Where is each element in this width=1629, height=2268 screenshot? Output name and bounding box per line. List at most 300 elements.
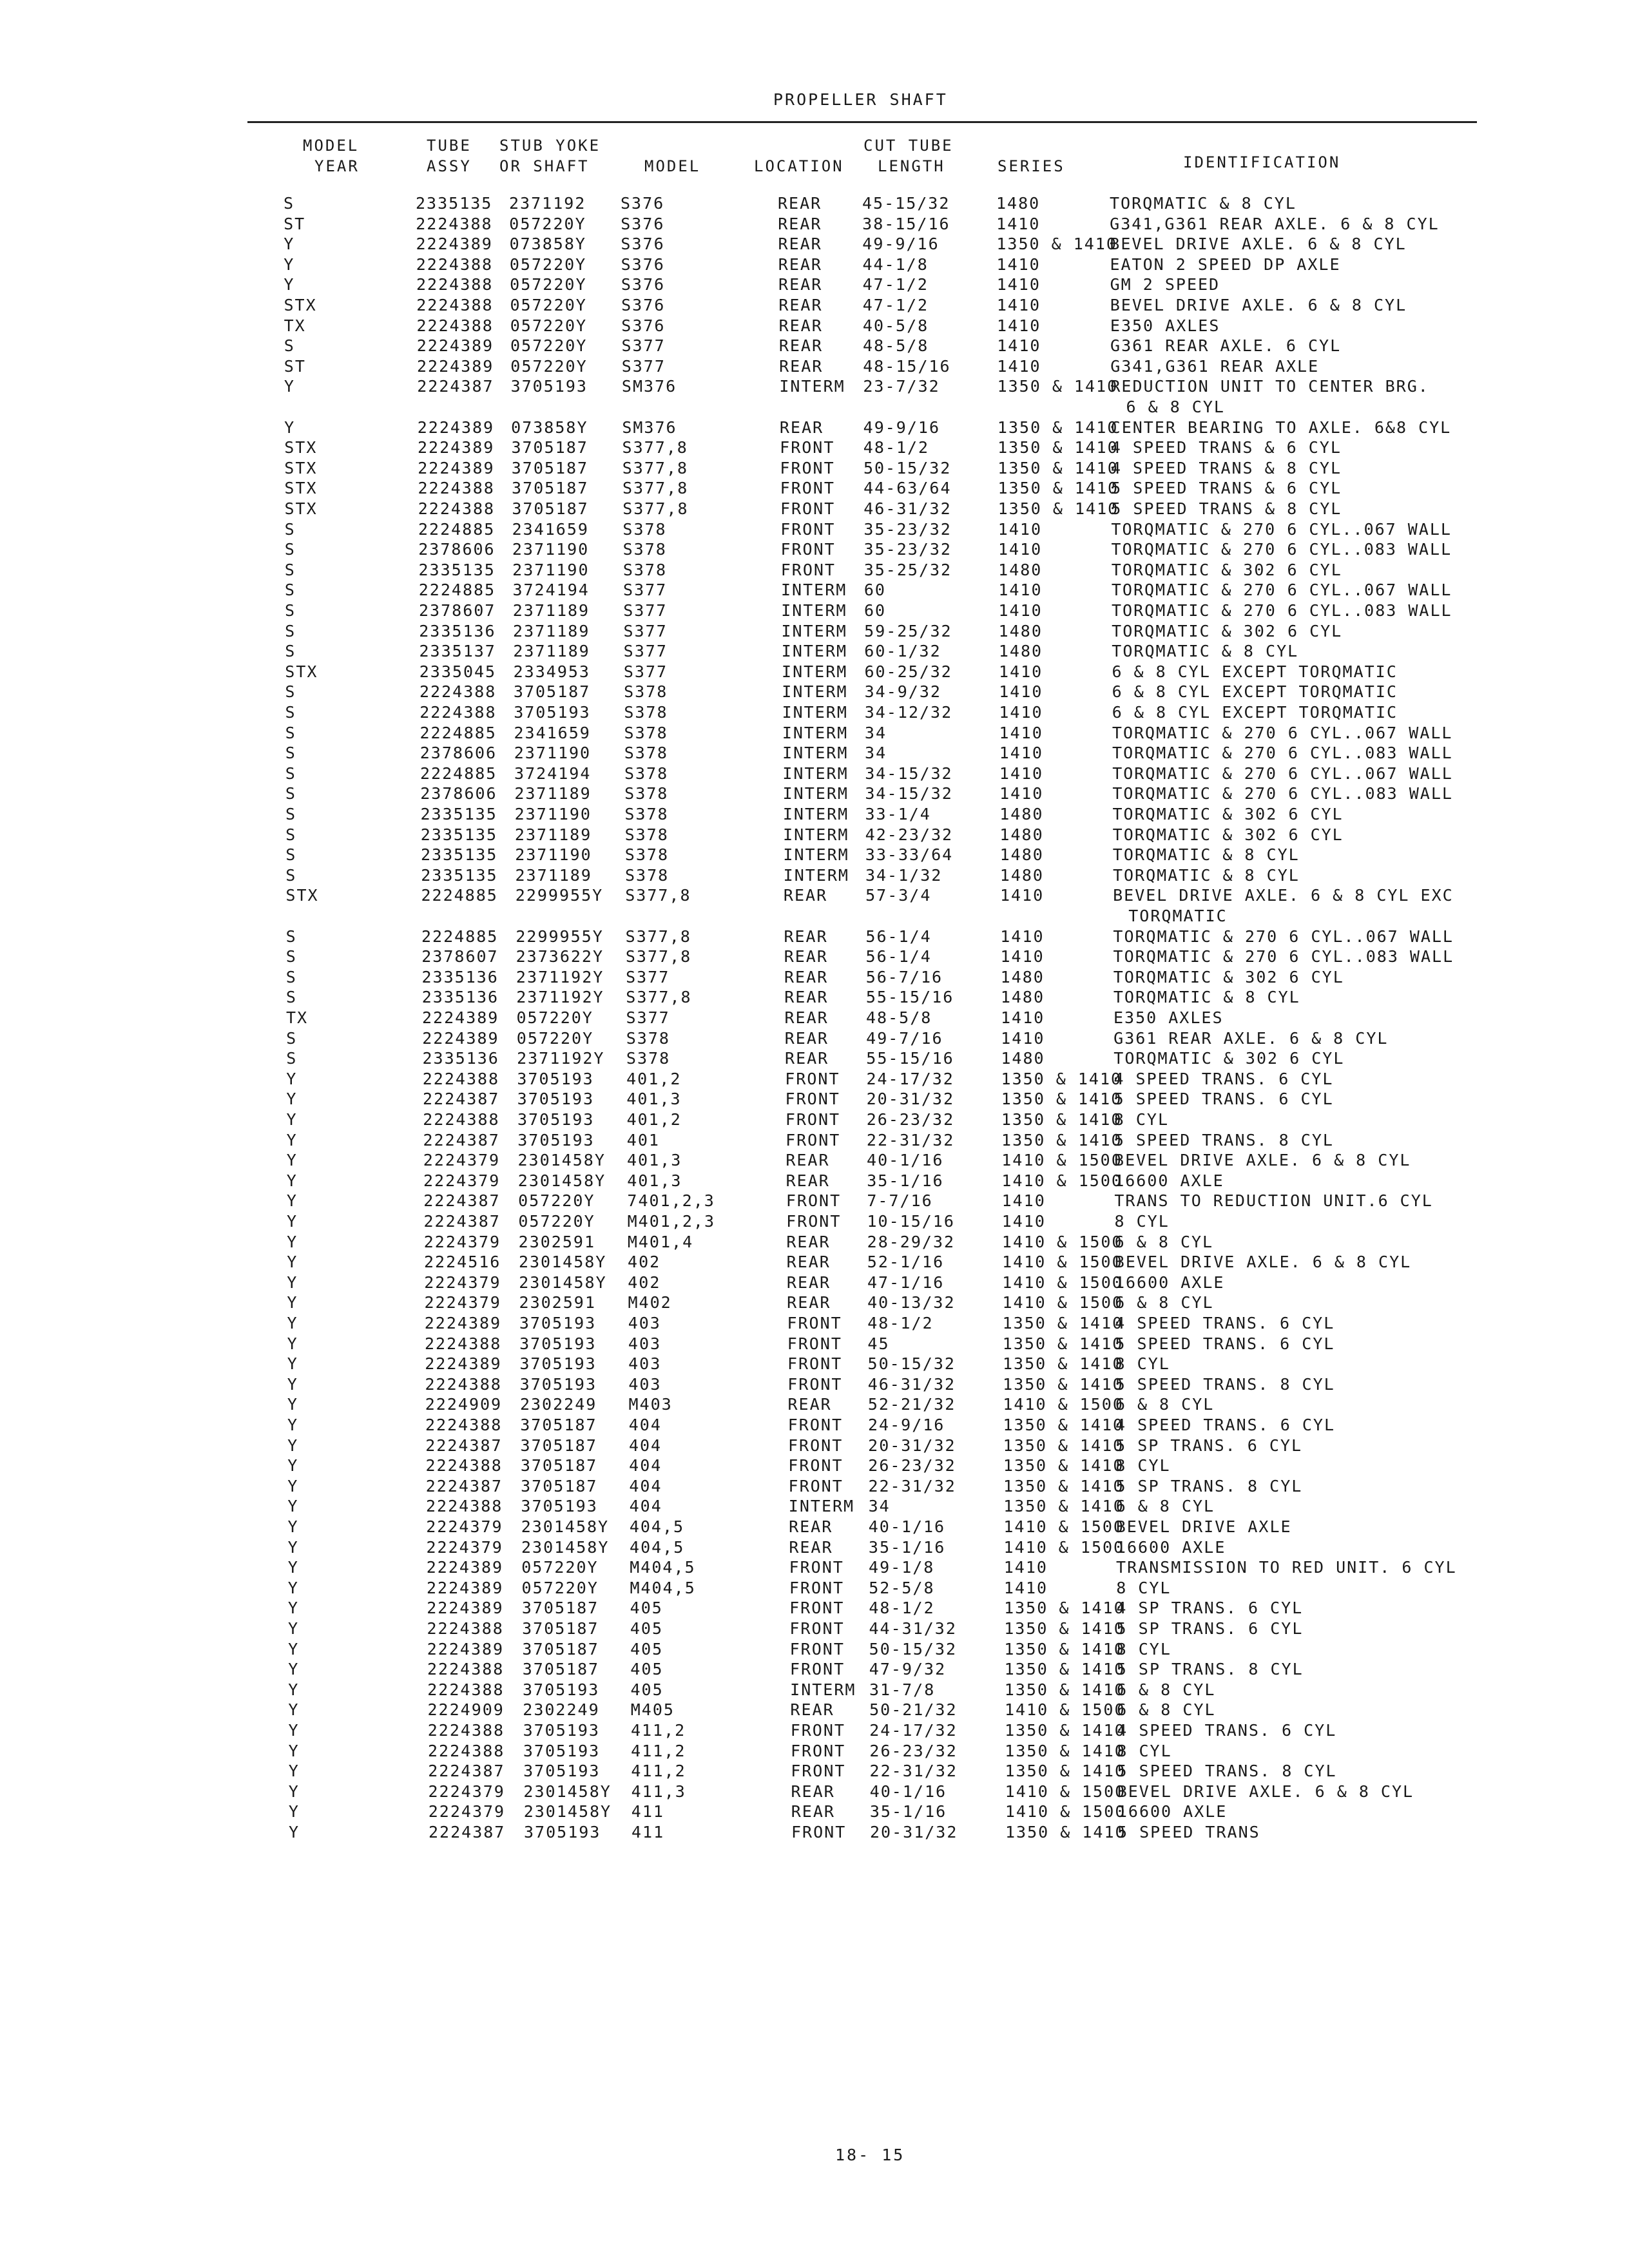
cell-model: S377,8 [622,438,688,457]
header-series: SERIES [998,157,1065,175]
header-model-year-1: MODEL [303,137,360,155]
cell-cut-length: 31-7/8 [869,1680,936,1699]
cell-location: REAR [786,1253,831,1272]
cell-identification: TORQMATIC & 270 6 CYL..083 WALL [1112,784,1453,803]
cell-stub-yoke: 073858Y [509,235,586,254]
cell-cut-length: 10-15/16 [867,1212,955,1231]
cell-model: S378 [622,540,667,559]
cell-location: FRONT [780,438,835,457]
cell-series: 1480 [998,560,1043,579]
cell-tube-assy: 2224389 [418,458,495,477]
cell-stub-yoke: 3705193 [523,1741,601,1760]
cell-series: 1350 & 1410 [1003,1436,1124,1455]
cell-stub-yoke: 2301458Y [523,1802,612,1821]
cell-stub-yoke: 057220Y [516,1028,594,1048]
cell-cut-length: 50-15/32 [869,1639,958,1658]
cell-model-year: Y [284,275,295,294]
cell-tube-assy: 2224388 [427,1660,505,1679]
cell-location: INTERM [790,1680,856,1699]
cell-location: REAR [786,1151,830,1170]
cell-cut-length: 44-31/32 [869,1619,957,1638]
header-or-shaft: OR SHAFT [499,157,590,175]
cell-tube-assy: 2224379 [423,1171,501,1190]
cell-identification: 8 CYL [1115,1354,1170,1374]
cell-identification: TORQMATIC & 8 CYL [1112,865,1300,885]
cell-series: 1410 [999,744,1043,763]
cell-series: 1350 & 1410 [1003,1456,1124,1475]
cell-tube-assy: 2224885 [418,519,496,539]
cell-stub-yoke: 2302591 [518,1232,596,1251]
cell-identification: 4 SPEED TRANS. 6 CYL [1115,1314,1335,1332]
cell-series: 1350 & 1410 [1002,1314,1124,1332]
cell-cut-length: 24-9/16 [868,1416,945,1434]
cell-tube-assy: 2378607 [421,947,499,966]
cell-identification: 5 SPEED TRANS. 6 CYL [1113,1090,1334,1109]
cell-tube-assy: 2224387 [423,1191,501,1211]
cell-identification: TORQMATIC & 270 6 CYL..067 WALL [1112,764,1453,783]
cell-tube-assy: 2224388 [422,1069,500,1088]
cell-model-year: Y [287,1537,299,1557]
cell-model: M403 [628,1395,673,1414]
cell-identification: GM 2 SPEED [1110,275,1220,294]
cell-identification: BEVEL DRIVE AXLE. 6 & 8 CYL [1117,1782,1414,1801]
cell-stub-yoke: 3705187 [512,479,589,498]
cell-model: S378 [622,560,668,579]
cell-identification: 8 CYL [1114,1212,1170,1231]
cell-location: FRONT [789,1578,845,1597]
cell-model: S377 [623,662,668,681]
cell-stub-yoke: 3705187 [512,499,589,518]
cell-model: S376 [621,316,666,335]
cell-identification: 4 SPEED TRANS. 6 CYL [1117,1721,1337,1740]
cell-series: 1480 [999,845,1044,865]
cell-identification: G341,G361 REAR AXLE. 6 & 8 CYL [1110,214,1440,233]
cell-stub-yoke: 2371192Y [516,988,604,1007]
cell-stub-yoke: 057220Y [510,296,587,314]
cell-model-year: Y [287,1517,299,1536]
cell-tube-assy: 2224389 [416,336,494,356]
cell-stub-yoke: 057220Y [518,1212,595,1231]
cell-series: 1410 & 1500 [1001,1171,1123,1190]
cell-series: 1350 & 1410 [998,479,1119,498]
cell-model: 404 [628,1416,662,1434]
cell-identification: 4 SPEED TRANS & 6 CYL [1110,438,1342,457]
cell-stub-yoke: 2371189 [514,825,592,844]
cell-location: REAR [784,947,828,966]
cell-location: INTERM [782,805,849,823]
cell-tube-assy: 2224389 [416,235,493,254]
cell-location: INTERM [783,865,849,885]
cell-tube-assy: 2224379 [428,1802,506,1821]
cell-location: FRONT [780,458,835,477]
cell-cut-length: 34-15/32 [865,764,953,783]
cell-location: FRONT [780,540,836,559]
cell-cut-length: 33-1/4 [865,805,931,823]
cell-series: 1350 & 1410 [1001,1130,1123,1149]
cell-model: S377,8 [626,988,692,1007]
cell-location: FRONT [787,1374,843,1394]
cell-location: FRONT [787,1416,843,1434]
cell-model-year: Y [287,1558,299,1577]
cell-tube-assy: 2224388 [427,1721,505,1740]
cell-location: REAR [784,1028,829,1048]
cell-location: FRONT [791,1762,846,1781]
cell-model-year: Y [287,1599,299,1618]
cell-stub-yoke: 3705187 [520,1436,597,1455]
cell-identification: TORQMATIC & 270 6 CYL..083 WALL [1112,601,1452,620]
cell-identification: 6 & 8 CYL [1115,1497,1215,1516]
cell-tube-assy: 2224387 [417,377,494,396]
cell-location: REAR [784,927,828,946]
cell-identification: TORQMATIC & 8 CYL [1112,642,1299,661]
cell-stub-yoke: 3705193 [517,1110,595,1129]
cell-model: 405 [630,1599,663,1618]
cell-series: 1410 & 1500 [1003,1517,1124,1536]
cell-model: S377,8 [622,499,689,518]
cell-cut-length: 55-15/16 [865,988,954,1007]
cell-model: S377 [626,967,670,986]
cell-tube-assy: 2224387 [423,1130,500,1149]
cell-cut-length: 22-31/32 [866,1130,955,1149]
cell-model-year: Y [288,1782,300,1801]
cell-model-year: Y [287,1314,298,1332]
cell-series: 1350 & 1410 [1002,1334,1124,1353]
cell-cut-length: 48-15/16 [863,356,951,376]
cell-tube-assy: 2378606 [419,744,497,763]
cell-cut-length: 38-15/16 [862,214,950,233]
cell-location: REAR [784,1008,829,1027]
cell-model-year: STX [284,438,318,457]
cell-series: 1350 & 1410 [997,377,1119,396]
cell-series: 1410 [1000,947,1045,966]
cell-series: 1480 [999,865,1044,885]
cell-model: 404,5 [630,1537,685,1557]
cell-identification: TORQMATIC & 302 6 CYL [1112,825,1344,844]
cell-model: S377,8 [622,479,689,498]
cell-series: 1410 & 1500 [1002,1293,1124,1312]
cell-identification: TORQMATIC & 302 6 CYL [1111,560,1342,579]
cell-series: 1410 & 1500 [1005,1782,1126,1801]
cell-identification: BEVEL DRIVE AXLE [1115,1517,1292,1536]
cell-identification: 4 SPEED TRANS & 8 CYL [1110,458,1342,477]
cell-model-year: STX [285,662,318,681]
cell-cut-length: 35-1/16 [867,1171,944,1190]
cell-cut-length: 49-9/16 [862,235,940,254]
cell-identification: 5 SP TRANS. 6 CYL [1116,1619,1304,1638]
cell-tube-assy: 2224516 [424,1253,501,1272]
cell-location: REAR [786,1232,831,1251]
cell-series: 1410 [1001,1008,1045,1027]
cell-series: 1410 [999,723,1043,742]
cell-series: 1410 & 1500 [1003,1537,1125,1557]
cell-model: 411,2 [631,1741,686,1760]
cell-cut-length: 28-29/32 [867,1232,956,1251]
cell-model: S377 [623,621,668,640]
cell-identification: 4 SP TRANS. 6 CYL [1116,1599,1304,1618]
cell-model: 401,3 [627,1171,682,1190]
cell-tube-assy: 2224388 [419,703,497,722]
header-cut-tube: CUT TUBE [863,137,954,155]
cell-stub-yoke: 057220Y [510,275,587,294]
cell-series: 1350 & 1410 [1005,1721,1126,1740]
cell-model-year: Y [287,1436,299,1455]
cell-location: REAR [778,214,822,233]
cell-cut-length: 47-1/16 [867,1273,945,1292]
cell-tube-assy: 2335136 [421,967,499,986]
cell-location: REAR [785,1049,829,1068]
cell-stub-yoke: 3705193 [524,1823,601,1841]
cell-identification: 5 SP TRANS. 8 CYL [1116,1660,1304,1679]
cell-tube-assy: 2335045 [419,662,497,681]
cell-stub-yoke: 3705187 [520,1416,597,1434]
cell-tube-assy: 2224885 [421,886,498,905]
cell-identification: 5 SPEED TRANS. 8 CYL [1113,1130,1334,1149]
cell-model: 404 [629,1456,662,1475]
cell-stub-yoke: 2371189 [513,621,590,640]
cell-model: 403 [628,1334,662,1353]
cell-stub-yoke: 3705193 [521,1497,598,1516]
cell-tube-assy: 2224379 [428,1782,505,1801]
cell-model: M402 [628,1293,672,1312]
cell-identification: BEVEL DRIVE AXLE. 6 & 8 CYL [1114,1151,1411,1170]
cell-model: S377,8 [625,927,691,946]
cell-tube-assy: 2224389 [425,1354,502,1374]
cell-identification: CENTER BEARING TO AXLE. 6&8 CYL [1110,418,1452,437]
cell-series: 1480 [1000,967,1045,986]
cell-location: REAR [778,255,822,274]
cell-tube-assy: 2335135 [421,865,498,885]
cell-location: INTERM [782,744,849,763]
cell-identification: 5 SPEED TRANS & 8 CYL [1111,499,1342,518]
cell-stub-yoke: 3705187 [520,1456,598,1475]
cell-model-year: S [285,621,296,640]
page-title: PROPELLER SHAFT [773,90,948,109]
cell-tube-assy: 2224379 [423,1151,501,1170]
cell-identification: E350 AXLES [1113,1008,1224,1027]
cell-model: S376 [621,275,666,294]
cell-identification: TORQMATIC & 302 6 CYL [1112,805,1344,823]
cell-model: S376 [621,194,665,213]
cell-tube-assy: 2224388 [419,682,497,702]
cell-model-year: S [285,967,297,986]
cell-model-year: Y [284,377,295,396]
cell-location: REAR [778,194,822,213]
cell-cut-length: 55-15/16 [866,1049,954,1068]
cell-model-year: STX [284,499,318,518]
cell-model-year: Y [287,1212,298,1231]
cell-series: 1350 & 1410 [1004,1660,1126,1679]
cell-cut-length: 47-1/2 [862,275,929,294]
cell-identification: TORQMATIC & 8 CYL [1112,845,1300,865]
cell-stub-yoke: 2301458Y [521,1517,610,1536]
cell-series: 1350 & 1410 [1003,1416,1124,1434]
cell-stub-yoke: 3705187 [522,1619,599,1638]
cell-model-year: Y [288,1762,300,1781]
cell-series: 1350 & 1410 [998,499,1119,518]
cell-location: FRONT [787,1314,842,1332]
cell-identification: 6 & 8 CYL EXCEPT TORQMATIC [1112,662,1398,681]
cell-location: FRONT [790,1741,846,1760]
cell-series: 1410 [1001,1028,1045,1048]
cell-cut-length: 59-25/32 [864,621,952,640]
cell-cut-length: 48-1/2 [863,438,930,457]
cell-model: S378 [624,845,670,865]
cell-location: FRONT [785,1090,840,1109]
cell-tube-assy: 2224379 [424,1293,501,1312]
cell-model-year: Y [287,1416,299,1434]
cell-identification: 6 & 8 CYL EXCEPT TORQMATIC [1112,703,1398,722]
cell-model: SM376 [621,377,677,396]
cell-stub-yoke: 057220Y [521,1558,599,1577]
cell-model: S377 [623,581,668,600]
cell-model-year: S [285,682,296,702]
cell-tube-assy: 2224388 [418,479,495,498]
cell-tube-assy: 2224379 [424,1273,501,1292]
cell-tube-assy: 2224379 [426,1517,503,1536]
cell-model: S377 [623,601,668,620]
cell-tube-assy: 2224388 [416,255,494,274]
cell-stub-yoke: 057220Y [521,1578,599,1597]
cell-model: 411,3 [631,1782,686,1801]
cell-stub-yoke: 3705187 [522,1639,599,1658]
cell-model: S378 [624,784,669,803]
cell-model-year: S [285,865,297,885]
cell-identification: 8 CYL [1117,1741,1172,1760]
cell-stub-yoke: 057220Y [518,1191,595,1211]
cell-model-year: S [285,764,296,783]
header-tube-1: TUBE [427,137,472,155]
cell-identification: 6 & 8 CYL [1114,1232,1214,1251]
cell-stub-yoke: 2371189 [515,865,592,885]
cell-identification: 16600 AXLE [1117,1802,1228,1821]
cell-cut-length: 34-1/32 [865,865,943,885]
cell-stub-yoke: 2371189 [512,601,590,620]
cell-model-year: Y [287,1354,298,1374]
cell-cut-length: 49-9/16 [863,418,940,437]
cell-model: S376 [621,296,666,314]
cell-stub-yoke: 2341659 [512,519,589,539]
cell-location: FRONT [789,1599,845,1618]
cell-location: FRONT [787,1354,843,1374]
cell-model-year: S [285,927,297,946]
cell-cut-length: 35-23/32 [863,540,952,559]
cell-series: 1410 & 1500 [1002,1253,1123,1272]
cell-stub-yoke: 057220Y [510,356,588,376]
cell-tube-assy: 2335135 [416,194,493,213]
page-number: 18- 15 [835,2146,905,2164]
cell-model: 405 [630,1660,664,1679]
cell-tube-assy: 2378607 [419,601,496,620]
cell-cut-length: 35-1/16 [869,1802,947,1821]
cell-series: 1410 [1001,1191,1046,1211]
cell-identification: 4 SPEED TRANS. 6 CYL [1115,1416,1336,1434]
cell-model: 411,2 [630,1721,686,1740]
cell-location: REAR [778,296,823,314]
cell-cut-length: 52-5/8 [869,1578,935,1597]
cell-series: 1410 [997,356,1041,376]
header-model-year-2: YEAR [314,157,360,175]
cell-location: INTERM [788,1497,855,1516]
header-identification: IDENTIFICATION [1183,153,1341,171]
cell-series: 1410 [997,316,1041,335]
cell-location: FRONT [789,1558,844,1577]
cell-identification: 8 CYL [1116,1578,1171,1597]
cell-cut-length: 45-15/32 [862,194,950,213]
cell-cut-length: 26-23/32 [869,1741,958,1760]
cell-location: INTERM [781,601,847,620]
cell-stub-yoke: 057220Y [509,255,587,274]
cell-cut-length: 35-25/32 [863,560,952,579]
cell-series: 1350 & 1410 [998,438,1119,457]
cell-stub-yoke: 2301458Y [523,1782,612,1801]
cell-cut-length: 20-31/32 [870,1823,958,1841]
cell-tube-assy: 2224387 [425,1436,503,1455]
cell-model: M401,4 [627,1232,694,1251]
cell-model: 411 [631,1823,665,1841]
cell-stub-yoke: 2299955Y [515,886,604,905]
cell-model-year: S [285,723,296,742]
cell-location: REAR [783,886,828,905]
cell-model: 403 [628,1374,662,1394]
cell-model-year: Y [287,1293,298,1312]
cell-series: 1410 [998,540,1043,559]
cell-cut-length: 34 [864,723,887,742]
cell-series: 1410 & 1500 [1001,1232,1123,1251]
cell-stub-yoke: 057220Y [516,1008,593,1027]
cell-model-year: Y [288,1619,300,1638]
cell-model-year: STX [284,296,317,314]
cell-model: 405 [630,1619,664,1638]
cell-cut-length: 34 [865,744,887,763]
cell-model-year: Y [286,1171,298,1190]
cell-series: 1480 [996,194,1041,213]
header-location: LOCATION [754,157,844,175]
cell-stub-yoke: 2371192 [509,194,586,213]
cell-model-year: Y [286,1130,298,1149]
cell-model-year: Y [287,1374,298,1394]
cell-model-year: ST [284,214,306,233]
cell-model: S376 [621,214,665,233]
cell-stub-yoke: 3705187 [513,682,591,702]
cell-stub-yoke: 3724194 [514,764,592,783]
cell-model-year: S [285,642,296,661]
cell-model: S378 [624,723,668,742]
cell-tube-assy: 2224379 [423,1232,501,1251]
cell-model-year: Y [286,1069,298,1088]
cell-cut-length: 44-1/8 [862,255,929,274]
cell-model: S377,8 [622,458,689,477]
cell-model: S377,8 [625,947,692,966]
cell-cut-length: 34 [868,1497,891,1516]
cell-tube-assy: 2224388 [425,1456,503,1475]
cell-series: 1480 [999,825,1044,844]
cell-series: 1410 & 1500 [1005,1802,1126,1821]
cell-location: INTERM [780,581,847,600]
cell-cut-length: 49-7/16 [866,1028,943,1048]
cell-model: 402 [628,1273,661,1292]
cell-model-year: ST [284,356,306,376]
cell-location: FRONT [786,1191,842,1211]
cell-location: REAR [786,1171,830,1190]
cell-location: FRONT [789,1639,845,1658]
cell-model-year: S [286,1049,298,1068]
cell-series: 1410 [996,296,1041,314]
cell-cut-length: 40-1/16 [868,1517,946,1536]
cell-identification: G341,G361 REAR AXLE [1110,356,1320,376]
cell-stub-yoke: 3705193 [519,1314,597,1332]
cell-model-year: Y [288,1741,300,1760]
cell-stub-yoke: 2371192Y [517,1049,605,1068]
